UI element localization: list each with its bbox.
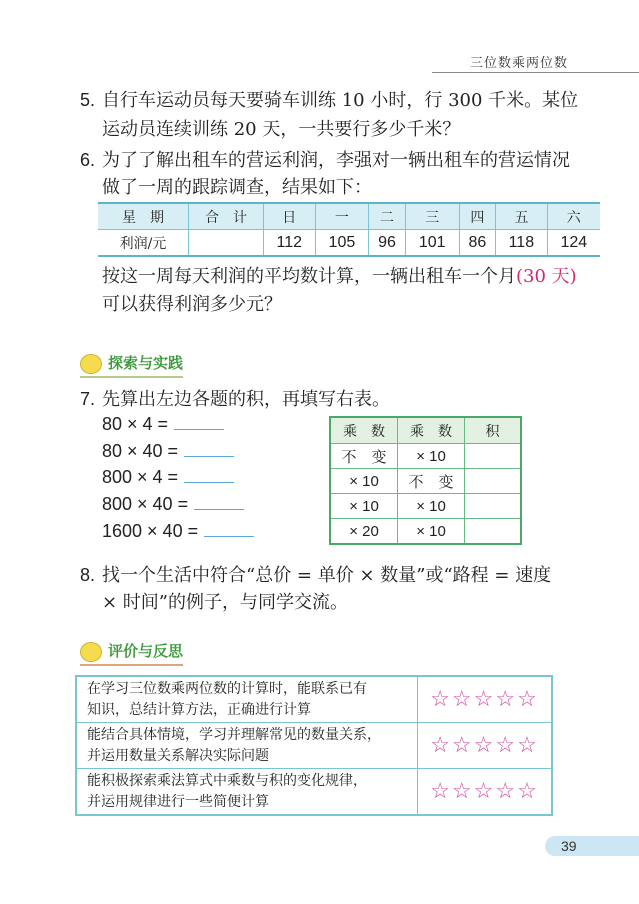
table-row <box>330 494 521 519</box>
page-number: 39 <box>545 836 639 856</box>
question-8-line2: × 时间”的例子，与同学交流。 <box>102 592 349 613</box>
profit-table <box>98 202 600 257</box>
table-header: 四 <box>459 203 496 230</box>
criterion-line: 知识，总结计算方法，正确进行计算 <box>87 701 311 718</box>
equation-row <box>102 521 254 542</box>
table-cell: 112 <box>264 230 316 257</box>
table-cell: 105 <box>315 230 369 257</box>
table-header: 一 <box>315 203 369 230</box>
star-rating[interactable]: ☆☆☆☆☆ <box>418 676 553 723</box>
question-6-line3 <box>102 263 577 291</box>
table-header: 六 <box>547 203 600 230</box>
product-cell[interactable] <box>465 469 522 494</box>
question-6-line4: 可以获得利润多少元？ <box>102 294 282 315</box>
equation: 80 × 40 = <box>102 441 179 461</box>
answer-blank[interactable] <box>184 468 234 483</box>
star-rating[interactable]: ☆☆☆☆☆ <box>418 723 553 769</box>
answer-blank[interactable] <box>174 415 224 430</box>
table-cell: 118 <box>496 230 548 257</box>
question-7 <box>80 385 390 414</box>
banner-underline <box>80 376 183 378</box>
criterion-line: 能积极探索乘法算式中乘数与积的变化规律， <box>87 772 367 789</box>
criterion-line: 能结合具体情境，学习并理解常见的数量关系， <box>87 726 381 743</box>
question-number: 5. <box>80 90 96 110</box>
section-title: 探索与实践 <box>108 355 184 372</box>
question-text: 自行车运动员每天要骑车训练 10 小时，行 300 千米。某位 <box>102 90 579 111</box>
equation-row <box>102 494 244 515</box>
question-text: 找一个生活中符合“总价 = 单价 × 数量”或“路程 = 速度 <box>102 565 552 586</box>
table-header: 星 期 <box>98 203 189 230</box>
table-row <box>98 230 600 257</box>
answer-blank[interactable] <box>194 495 244 510</box>
chapter-header: 三位数乘两位数 <box>470 56 569 71</box>
table-header: 三 <box>405 203 459 230</box>
table-header: 五 <box>496 203 548 230</box>
table-header: 二 <box>369 203 406 230</box>
table-cell: × 10 <box>398 444 465 469</box>
table-row <box>76 676 552 723</box>
table-row <box>76 769 552 816</box>
criterion-line: 并运用规律进行一些简便计算 <box>87 793 269 810</box>
table-cell: 96 <box>369 230 406 257</box>
equation-row <box>102 441 234 462</box>
total-cell <box>189 230 264 257</box>
question-5-line2: 运动员连续训练 20 天，一共要行多少千米？ <box>102 119 461 140</box>
criterion-line: 在学习三位数乘两位数的计算时，能联系已有 <box>87 680 367 697</box>
criterion-line: 并运用数量关系解决实际问题 <box>87 747 269 764</box>
table-row <box>330 444 521 469</box>
section-banner-explore <box>80 352 183 374</box>
question-text: 为了了解出租车的营运利润，李强对一辆出租车的营运情况 <box>102 150 570 171</box>
table-header: 积 <box>465 417 522 444</box>
row-label: 利润/元 <box>98 230 189 257</box>
table-cell: × 10 <box>398 519 465 545</box>
table-header: 日 <box>264 203 316 230</box>
table-cell: 124 <box>547 230 600 257</box>
header-divider <box>432 72 639 73</box>
banner-underline <box>80 664 183 666</box>
self-evaluation-table <box>75 675 553 816</box>
question-number: 7. <box>80 389 96 409</box>
table-cell: × 20 <box>330 519 398 545</box>
question-6-line1 <box>80 146 570 175</box>
table-header: 乘 数 <box>330 417 398 444</box>
product-cell[interactable] <box>465 444 522 469</box>
question-5-line1 <box>80 86 578 115</box>
table-cell: 101 <box>405 230 459 257</box>
section-title: 评价与反思 <box>108 643 184 660</box>
equation-row <box>102 414 224 435</box>
table-header-row <box>98 203 600 230</box>
table-header: 合 计 <box>189 203 264 230</box>
chick-icon <box>80 642 102 662</box>
equation: 80 × 4 = <box>102 414 169 434</box>
table-cell: 不 变 <box>398 469 465 494</box>
section-banner-reflect <box>80 640 183 662</box>
table-row <box>330 469 521 494</box>
equation: 800 × 4 = <box>102 467 179 487</box>
star-rating[interactable]: ☆☆☆☆☆ <box>418 769 553 816</box>
table-row <box>76 723 552 769</box>
criterion-text <box>76 769 418 816</box>
table-row <box>330 519 521 545</box>
equation-row <box>102 467 234 488</box>
table-cell: × 10 <box>330 494 398 519</box>
question-text: 先算出左边各题的积，再填写右表。 <box>102 389 390 410</box>
question-text: 按这一周每天利润的平均数计算，一辆出租车一个月 <box>102 266 516 287</box>
equation: 1600 × 40 = <box>102 521 199 541</box>
criterion-text <box>76 723 418 769</box>
highlight-days: (30 天) <box>516 266 577 287</box>
table-cell: 86 <box>459 230 496 257</box>
table-cell: × 10 <box>330 469 398 494</box>
factor-product-table <box>329 416 522 545</box>
answer-blank[interactable] <box>184 442 234 457</box>
product-cell[interactable] <box>465 519 522 545</box>
criterion-text <box>76 676 418 723</box>
question-6-line2: 做了一周的跟踪调查，结果如下： <box>102 177 372 198</box>
table-cell: 不 变 <box>330 444 398 469</box>
table-header-row <box>330 417 521 444</box>
equation: 800 × 40 = <box>102 494 189 514</box>
question-number: 8. <box>80 565 96 585</box>
chick-icon <box>80 354 102 374</box>
question-8-line1 <box>80 561 551 590</box>
table-cell: × 10 <box>398 494 465 519</box>
question-number: 6. <box>80 150 96 170</box>
table-header: 乘 数 <box>398 417 465 444</box>
product-cell[interactable] <box>465 494 522 519</box>
answer-blank[interactable] <box>204 522 254 537</box>
